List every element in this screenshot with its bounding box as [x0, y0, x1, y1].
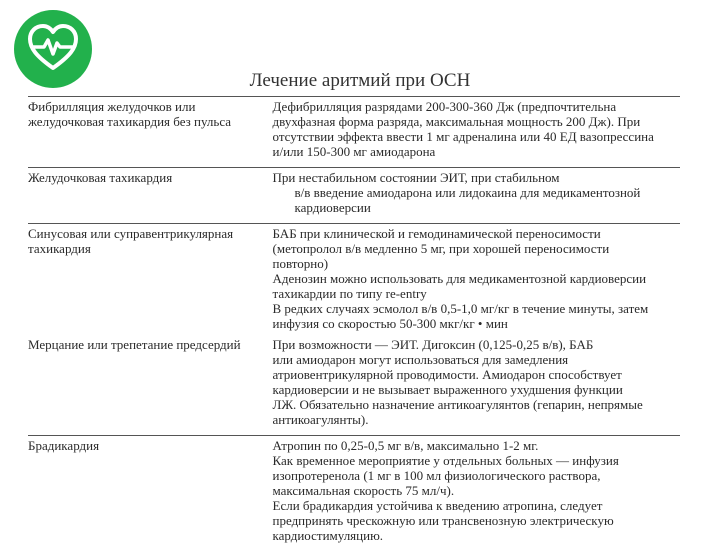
treatment-line: Как временное мероприятие у отдельных больных — инфузия: [272, 453, 619, 468]
treatment-line: или амиодарон могут использоваться для замедления: [272, 352, 569, 367]
treatment-line: отсутствии эффекта ввести 1 мг адреналина или 40 ЕД вазопрессина: [272, 129, 654, 144]
treatment-line: При возможности — ЭИТ. Дигоксин (0,125-0,25 в/в), БАБ: [272, 337, 594, 352]
table-row: [28, 224, 680, 331]
condition-line: Синусовая или суправентрикулярная: [28, 226, 234, 241]
condition-cell: [28, 99, 273, 159]
treatment-line: ЛЖ. Обязательно назначение антикоагулянтов (гепарин, непрямые: [272, 397, 643, 412]
treatment-line: кардиоверсии и не вызывает выраженного ухудшения функции: [272, 382, 623, 397]
treatment-line: кардиостимуляцию.: [272, 528, 384, 543]
page-title: Лечение аритмий при ОСН: [249, 70, 471, 91]
treatment-cell: [273, 99, 680, 159]
treatment-cell: [273, 170, 680, 215]
treatment-line: атриовентрикулярной проводимости. Амиодарон способствует: [272, 367, 622, 382]
treatment-line: тахикардии по типу re-entry: [272, 286, 427, 301]
treatment-line: максимальная скорость 75 мл/ч).: [272, 483, 455, 498]
condition-cell: [28, 438, 273, 543]
table-row: [28, 331, 680, 427]
treatment-cell: [273, 438, 680, 543]
table-row: [28, 168, 680, 215]
treatment-cell: [273, 337, 680, 427]
condition-cell: [28, 170, 273, 215]
treatment-line: и/или 150-300 мг амиодарона: [272, 144, 436, 159]
treatment-line: кардиоверсии: [294, 200, 371, 215]
treatment-line: При нестабильном состоянии ЭИТ, при стабильном: [272, 170, 560, 185]
arrhythmia-table: [28, 96, 680, 543]
treatment-line: Атропин по 0,25-0,5 мг в/в, максимально 1-2 мг.: [272, 438, 539, 453]
condition-line: Мерцание или трепетание предсердий: [28, 337, 241, 352]
treatment-line: в/в введение амиодарона или лидокаина для медикаментозной: [294, 185, 641, 200]
condition-line: тахикардия: [28, 241, 91, 256]
condition-line: желудочковая тахикардия без пульса: [28, 114, 232, 129]
table-row: [28, 436, 680, 543]
treatment-line: предпринять чрескожную или трансвенозную электрическую: [272, 513, 614, 528]
treatment-line: В редких случаях эсмолол в/в 0,5-1,0 мг/кг в течение минуты, затем: [272, 301, 649, 316]
treatment-line: Дефибрилляция разрядами 200-300-360 Дж (предпочтительна: [272, 99, 617, 114]
condition-line: Желудочковая тахикардия: [28, 170, 173, 185]
condition-cell: [28, 226, 273, 331]
treatment-line: инфузия со скоростью 50-300 мкг/кг • мин: [272, 316, 508, 331]
treatment-line: двухфазная форма разряда, максимальная мощность 200 Дж). При: [272, 114, 641, 129]
condition-line: Брадикардия: [28, 438, 100, 453]
treatment-line: повторно): [272, 256, 329, 271]
treatment-line: Если брадикардия устойчива к введению атропина, следует: [272, 498, 603, 513]
treatment-line: БАБ при клинической и гемодинамической переносимости: [272, 226, 601, 241]
condition-cell: [28, 337, 273, 427]
treatment-line: (метопролол в/в медленно 5 мг, при хорошей переносимости: [272, 241, 610, 256]
table-row: [28, 97, 680, 159]
treatment-line: изопротеренола (1 мг в 100 мл физиологического раствора,: [272, 468, 601, 483]
treatment-cell: [273, 226, 680, 331]
condition-line: Фибрилляция желудочков или: [28, 99, 196, 114]
treatment-line: антикоагулянты).: [272, 412, 369, 427]
treatment-line: Аденозин можно использовать для медикаментозной кардиоверсии: [272, 271, 647, 286]
